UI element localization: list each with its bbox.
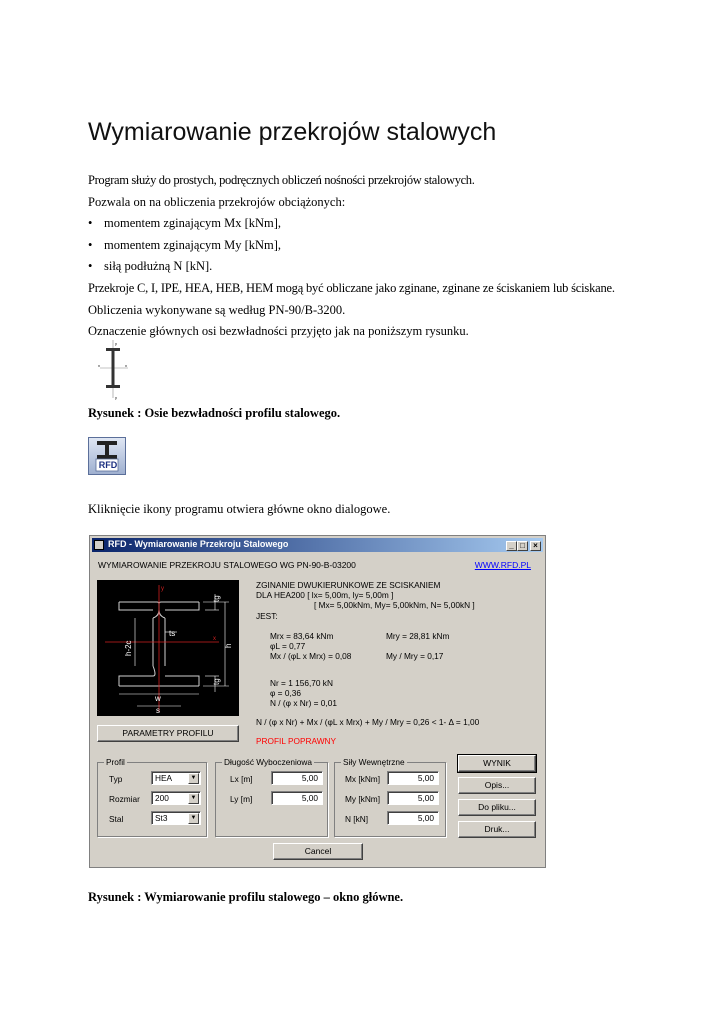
size-label: Rozmiar — [109, 794, 140, 804]
chevron-down-icon[interactable]: ▼ — [188, 793, 199, 804]
steel-label: Stal — [109, 814, 124, 824]
bullet-text: momentem zginającym Mx [kNm], — [104, 216, 282, 230]
section-axes-figure — [96, 340, 138, 400]
maximize-button[interactable]: □ — [517, 541, 528, 551]
save-to-file-button[interactable]: Do pliku... — [458, 799, 536, 816]
w-label: w — [155, 694, 161, 703]
ly-input[interactable]: 5,00 — [271, 791, 323, 805]
result-ratio-n: N / (φ x Nr) = 0,01 — [270, 698, 337, 708]
intro-paragraph: Program służy do prostych, podręcznych obliczeń nośności przekrojów stalowych. — [88, 173, 475, 187]
loads-intro-paragraph: Pozwala on na obliczenia przekrojów obciążonych: — [88, 195, 346, 209]
result-mry: Mry = 28,81 kNm — [386, 631, 450, 641]
print-button[interactable]: Druk... — [458, 821, 536, 838]
bullet-item-n — [88, 259, 212, 274]
x-axis-label: x — [98, 363, 100, 368]
web — [112, 351, 115, 385]
y-axis-label: y — [115, 395, 117, 400]
results-loads-line: [ Mx= 5,00kNm, My= 5,00kNm, N= 5,00kN ] — [314, 600, 475, 610]
ts-label: ts — [169, 629, 176, 638]
lx-label: Lx [m] — [230, 774, 253, 784]
n-label: N [kN] — [345, 814, 369, 824]
h-label: h — [224, 643, 233, 648]
profiles-paragraph: Przekroje C, I, IPE, HEA, HEB, HEM mogą być obliczane jako zginane, zginane ze ściskaniem lub ściskane. — [88, 281, 615, 295]
app-icon — [94, 540, 104, 550]
results-panel — [256, 580, 536, 730]
type-select-value: HEA — [155, 773, 173, 783]
h-2c-label: h-2c — [124, 640, 133, 656]
bullet-item-mx — [88, 216, 281, 231]
figure-caption-axes: Rysunek : Osie bezwładności profilu stalowego. — [88, 406, 341, 420]
profile-parameters-button[interactable]: PARAMETRY PROFILU — [97, 725, 239, 742]
steel-select[interactable] — [151, 811, 201, 825]
ly-label: Ly [m] — [230, 794, 253, 804]
close-button[interactable]: × — [530, 541, 541, 551]
results-heading: ZGINANIE DWUKIERUNKOWE ZE SCISKANIEM — [256, 580, 441, 590]
results-jest-label: JEST: — [256, 611, 278, 621]
main-dialog-window — [89, 535, 546, 868]
dialog-header-text: WYMIAROWANIE PRZEKROJU STALOWEGO WG PN-90-B-03200 — [98, 560, 356, 570]
s-label: s — [156, 706, 160, 715]
bullet-marker: • — [88, 259, 93, 273]
profile-group — [97, 757, 207, 837]
rfd-program-icon[interactable] — [88, 437, 126, 475]
steel-select-value: St3 — [155, 813, 168, 823]
internal-forces-group-label: Siły Wewnętrzne — [343, 757, 405, 767]
type-select[interactable] — [151, 771, 201, 785]
bullet-marker: • — [88, 216, 93, 230]
profile-group-label: Profil — [106, 757, 125, 767]
icon-instruction-paragraph: Kliknięcie ikony programu otwiera główne okno dialogowe. — [88, 502, 391, 516]
size-select[interactable] — [151, 791, 201, 805]
internal-forces-group — [334, 757, 446, 837]
minimize-button[interactable]: _ — [506, 541, 517, 551]
mx-input[interactable]: 5,00 — [387, 771, 439, 785]
i-beam-dimension-diagram — [97, 580, 239, 716]
result-phil: φL = 0,77 — [270, 641, 306, 651]
bullet-text: momentem zginającym My [kNm], — [104, 238, 282, 252]
size-select-value: 200 — [155, 793, 169, 803]
my-label: My [kNm] — [345, 794, 381, 804]
description-button[interactable]: Opis... — [458, 777, 536, 794]
result-mrx: Mrx = 83,64 kNm — [270, 631, 334, 641]
tg-label: tg — [212, 595, 221, 602]
y-axis-label: y — [161, 586, 164, 592]
result-nr: Nr = 1 156,70 kN — [270, 678, 333, 688]
result-formula: N / (φ x Nr) + Mx / (φL x Mrx) + My / Mry = 0,26 < 1- Δ = 1,00 — [256, 717, 480, 727]
buckling-length-group — [215, 757, 328, 837]
section-drawing — [97, 580, 239, 716]
bullet-marker: • — [88, 238, 93, 252]
my-input[interactable]: 5,00 — [387, 791, 439, 805]
tg-label: tg — [212, 678, 221, 685]
cancel-button[interactable]: Cancel — [273, 843, 363, 860]
website-link[interactable]: WWW.RFD.PL — [474, 560, 531, 570]
figure-caption-dialog: Rysunek : Wymiarowanie profilu stalowego – okno główne. — [88, 890, 404, 904]
chevron-down-icon[interactable]: ▼ — [188, 813, 199, 824]
y-axis-label: y — [115, 341, 117, 346]
result-button[interactable]: WYNIK — [458, 755, 536, 772]
result-ratio-y: My / Mry = 0,17 — [386, 651, 444, 661]
page-title: Wymiarowanie przekrojów stalowych — [88, 118, 497, 146]
top-flange — [106, 348, 120, 351]
dialog-title: RFD - Wymiarowanie Przekroju Stalowego — [108, 539, 289, 549]
mx-label: Mx [kNm] — [345, 774, 381, 784]
axes-paragraph: Oznaczenie głównych osi bezwładności przyjęto jak na poniższym rysunku. — [88, 324, 469, 338]
results-profile-line: DLA HEA200 [ lx= 5,00m, ly= 5,00m ] — [256, 590, 394, 600]
dialog-titlebar[interactable] — [92, 538, 543, 552]
icon-label: RFD — [98, 460, 118, 470]
x-axis-label: x — [125, 363, 127, 368]
result-phi: φ = 0,36 — [270, 688, 301, 698]
chevron-down-icon[interactable]: ▼ — [188, 773, 199, 784]
bullet-text: siłą podłużną N [kN]. — [104, 259, 213, 273]
status-text: PROFIL POPRAWNY — [256, 736, 337, 746]
bullet-item-my — [88, 238, 281, 253]
standard-paragraph: Obliczenia wykonywane są według PN-90/B-3200. — [88, 303, 346, 317]
buckling-length-group-label: Długość Wyboczeniowa — [224, 757, 313, 767]
n-input[interactable]: 5,00 — [387, 811, 439, 825]
type-label: Typ — [109, 774, 123, 784]
x-axis-label: x — [213, 636, 216, 642]
result-ratio-x: Mx / (φL x Mrx) = 0,08 — [270, 651, 352, 661]
lx-input[interactable]: 5,00 — [271, 771, 323, 785]
bottom-flange — [106, 385, 120, 388]
